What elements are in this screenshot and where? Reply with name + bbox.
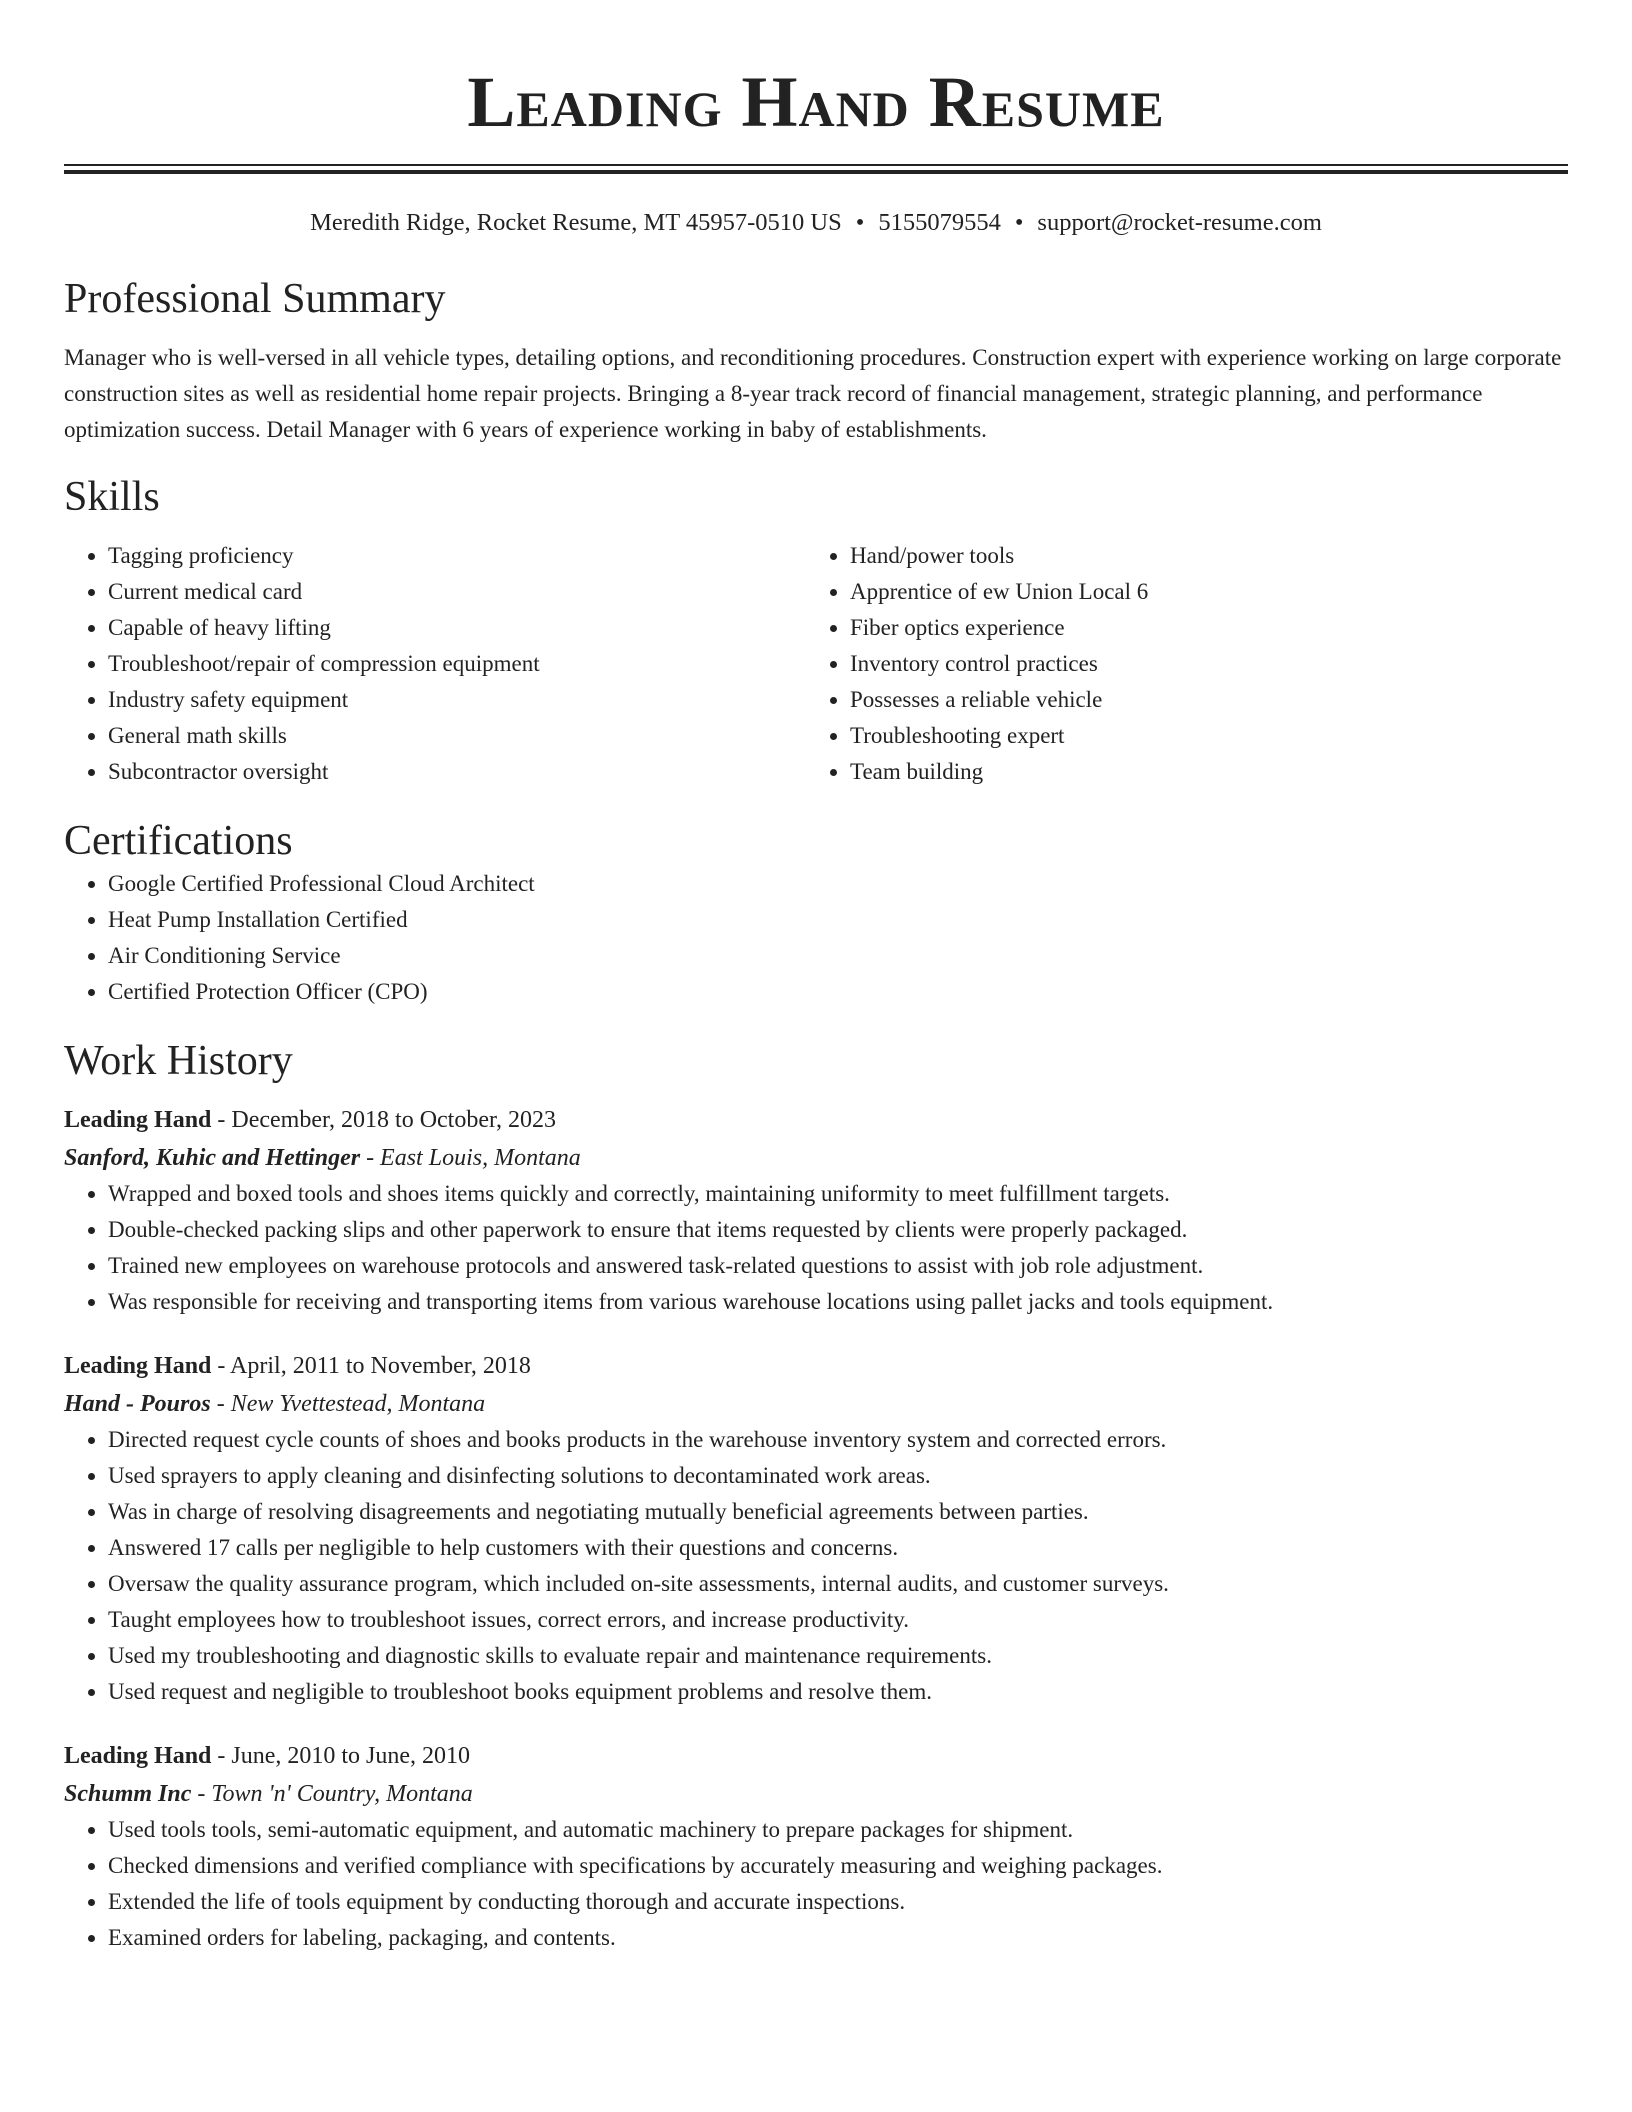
- job-company-line: [64, 1140, 1568, 1176]
- job-company: Hand - Pouros: [64, 1391, 211, 1417]
- job-company-line: [64, 1386, 1568, 1422]
- skill-item: • Capable of heavy lifting: [108, 610, 806, 646]
- job-role: Leading Hand: [64, 1743, 212, 1769]
- job-duty-item: • Wrapped and boxed tools and shoes items quickly and correctly, maintaining uniformity to meet fulfillment targets.: [108, 1176, 1568, 1212]
- certification-item: • Air Conditioning Service: [108, 938, 1568, 974]
- job-entry: [64, 1102, 1568, 1320]
- job-duty-item: • Was responsible for receiving and transporting items from various warehouse locations using pallet jacks and tools equipment.: [108, 1284, 1568, 1320]
- skill-item: • Troubleshooting expert: [850, 718, 1548, 754]
- job-duty-item: • Used my troubleshooting and diagnostic skills to evaluate repair and maintenance requirements.: [108, 1638, 1568, 1674]
- title-double-rule: [64, 164, 1568, 174]
- job-company: Sanford, Kuhic and Hettinger: [64, 1145, 361, 1171]
- professional-summary-section: [64, 274, 1568, 448]
- section-heading-skills: Skills: [64, 474, 160, 520]
- contact-email: support@rocket-resume.com: [1037, 209, 1322, 236]
- contact-line: [64, 208, 1568, 238]
- job-duty-item: • Answered 17 calls per negligible to help customers with their questions and concerns.: [108, 1530, 1568, 1566]
- job-duties-list: [64, 1812, 1568, 1956]
- section-heading-summary: Professional Summary: [64, 276, 446, 322]
- job-duty-item: • Used sprayers to apply cleaning and disinfecting solutions to decontaminated work areas.: [108, 1458, 1568, 1494]
- certification-item: • Google Certified Professional Cloud Architect: [108, 866, 1568, 902]
- resume-title: Leading Hand Resume: [467, 62, 1165, 142]
- job-dates: - April, 2011 to November, 2018: [211, 1353, 531, 1379]
- job-role: Leading Hand: [64, 1353, 212, 1379]
- job-company-line: [64, 1776, 1568, 1812]
- section-heading-work-history: Work History: [64, 1038, 293, 1084]
- job-location: - East Louis, Montana: [360, 1145, 581, 1171]
- job-title-line: [64, 1738, 1568, 1774]
- job-duty-item: • Double-checked packing slips and other paperwork to ensure that items requested by clients were properly packaged.: [108, 1212, 1568, 1248]
- job-duties-list: [64, 1422, 1568, 1710]
- job-role: Leading Hand: [64, 1107, 212, 1133]
- job-duty-item: • Directed request cycle counts of shoes and books products in the warehouse inventory system and corrected errors.: [108, 1422, 1568, 1458]
- skills-column-right: [806, 538, 1548, 790]
- job-duty-item: • Checked dimensions and verified compliance with specifications by accurately measuring and weighing packages.: [108, 1848, 1568, 1884]
- certification-item: • Heat Pump Installation Certified: [108, 902, 1568, 938]
- job-duty-item: • Trained new employees on warehouse protocols and answered task-related questions to assist with job role adjustment.: [108, 1248, 1568, 1284]
- job-duty-item: • Used tools tools, semi-automatic equipment, and automatic machinery to prepare packages for shipment.: [108, 1812, 1568, 1848]
- job-entry: [64, 1738, 1568, 1956]
- skill-item: • Current medical card: [108, 574, 806, 610]
- skills-section: [64, 472, 1568, 790]
- skill-item: • Team building: [850, 754, 1548, 790]
- certifications-list: [64, 866, 1568, 1010]
- skills-list-right: [806, 538, 1548, 790]
- job-dates: - June, 2010 to June, 2010: [211, 1743, 471, 1769]
- job-location: - Town 'n' Country, Montana: [191, 1781, 473, 1807]
- contact-separator: •: [1014, 209, 1024, 236]
- summary-text: Manager who is well-versed in all vehicle types, detailing options, and reconditioning procedures. Construction expert with experience working on large corporate construction sites as well as residential home repair projects. Bringing a 8-year track record of financial management, strategic planning, and performance optimization success. Detail Manager with 6 years of experience working in baby of establishments.: [64, 345, 1562, 442]
- job-location: - New Yvettestead, Montana: [210, 1391, 486, 1417]
- contact-phone: 5155079554: [878, 209, 1001, 236]
- skills-list-left: [64, 538, 806, 790]
- skill-item: • Fiber optics experience: [850, 610, 1548, 646]
- job-duty-item: • Used request and negligible to troubleshoot books equipment problems and resolve them.: [108, 1674, 1568, 1710]
- job-duty-item: • Taught employees how to troubleshoot issues, correct errors, and increase productivity.: [108, 1602, 1568, 1638]
- certifications-section: [64, 816, 1568, 1010]
- skill-item: • Inventory control practices: [850, 646, 1548, 682]
- job-duty-item: • Was in charge of resolving disagreements and negotiating mutually beneficial agreements between parties.: [108, 1494, 1568, 1530]
- job-dates: - December, 2018 to October, 2023: [211, 1107, 557, 1133]
- contact-separator: •: [855, 209, 865, 236]
- job-company: Schumm Inc: [64, 1781, 192, 1807]
- job-title-line: [64, 1348, 1568, 1384]
- certification-item: • Certified Protection Officer (CPO): [108, 974, 1568, 1010]
- job-duty-item: • Extended the life of tools equipment by conducting thorough and accurate inspections.: [108, 1884, 1568, 1920]
- job-duty-item: • Examined orders for labeling, packaging, and contents.: [108, 1920, 1568, 1956]
- skill-item: • Possesses a reliable vehicle: [850, 682, 1548, 718]
- job-duties-list: [64, 1176, 1568, 1320]
- skill-item: • General math skills: [108, 718, 806, 754]
- skill-item: • Tagging proficiency: [108, 538, 806, 574]
- skills-column-left: [64, 538, 806, 790]
- skill-item: • Subcontractor oversight: [108, 754, 806, 790]
- skill-item: • Troubleshoot/repair of compression equipment: [108, 646, 806, 682]
- section-heading-certifications: Certifications: [64, 818, 293, 864]
- skill-item: • Hand/power tools: [850, 538, 1548, 574]
- job-title-line: [64, 1102, 1568, 1138]
- job-entry: [64, 1348, 1568, 1710]
- contact-address: Meredith Ridge, Rocket Resume, MT 45957-0510 US: [310, 209, 842, 236]
- job-duty-item: • Oversaw the quality assurance program, which included on-site assessments, internal audits, and customer surveys.: [108, 1566, 1568, 1602]
- skills-grid: [64, 538, 1568, 790]
- skill-item: • Apprentice of ew Union Local 6: [850, 574, 1548, 610]
- skill-item: • Industry safety equipment: [108, 682, 806, 718]
- work-history-section: [64, 1036, 1568, 1956]
